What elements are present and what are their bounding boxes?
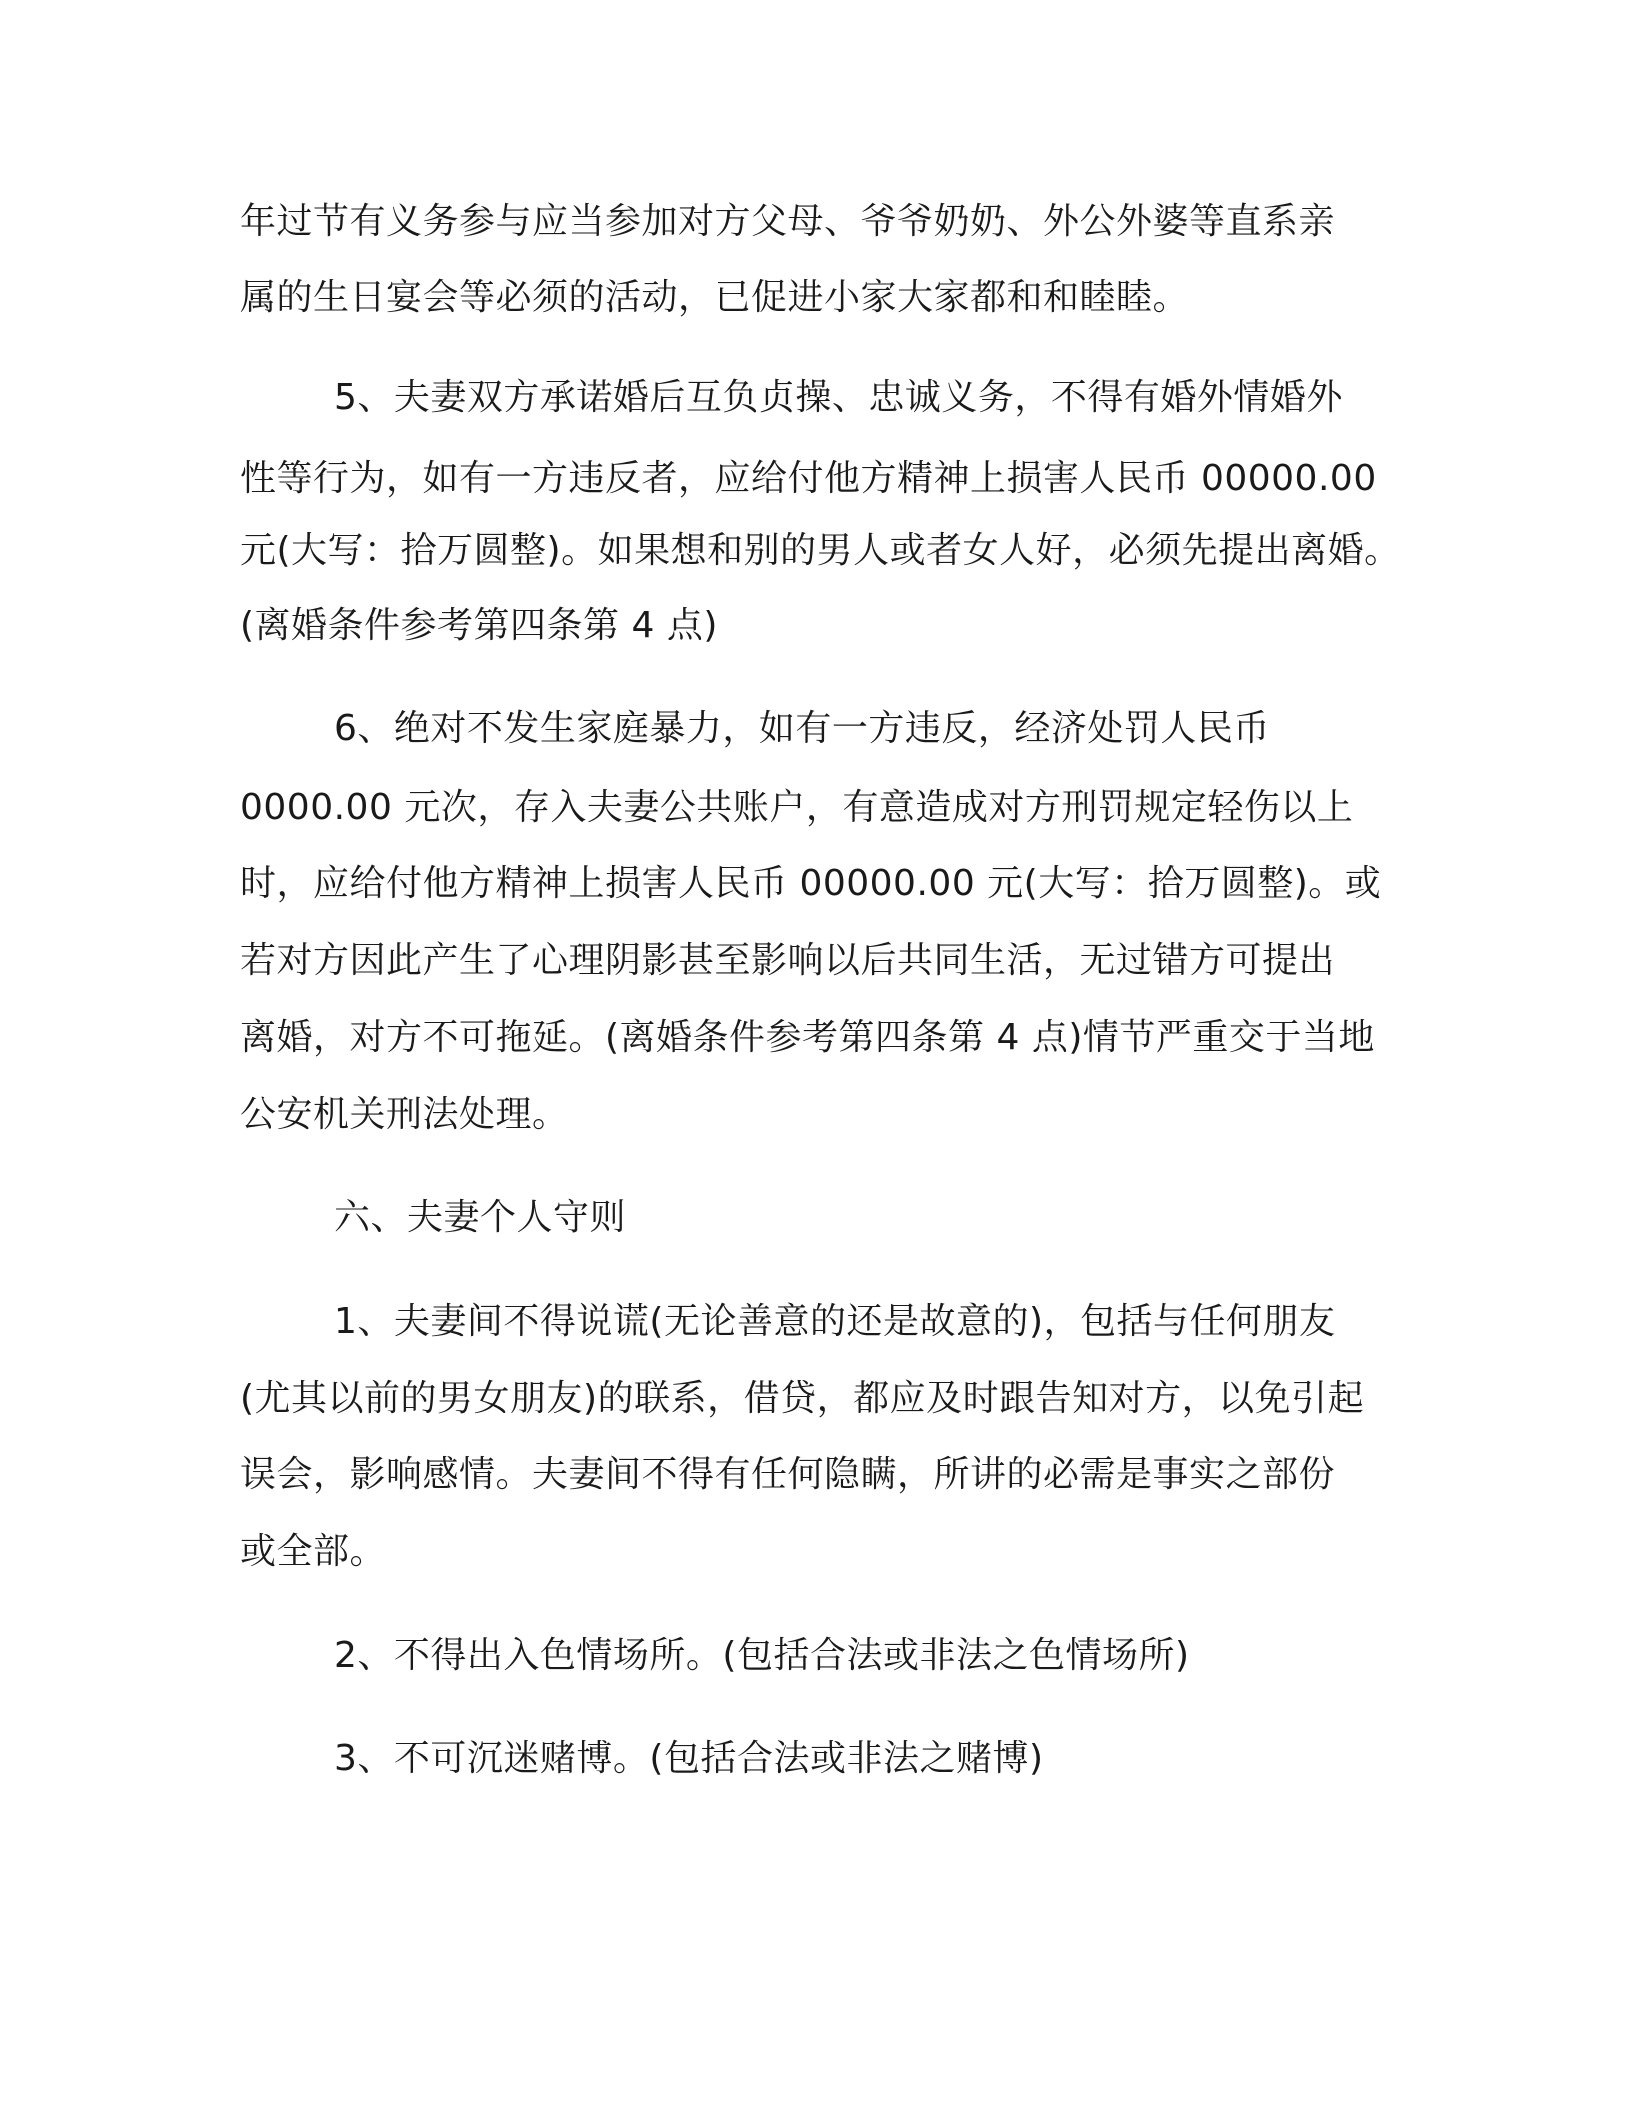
text-line: 元(大写：拾万圆整)。如果想和别的男人或者女人好，必须先提出离婚。 bbox=[240, 530, 1401, 571]
text-line: 离婚，对方不可拖延。(离婚条件参考第四条第 4 点)情节严重交于当地 bbox=[240, 1017, 1375, 1058]
rule-3-line: 3、不可沉迷赌博。(包括合法或非法之赌博) bbox=[334, 1738, 1044, 1779]
clause-5-line: 5、夫妻双方承诺婚后互负贞操、忠诚义务，不得有婚外情婚外 bbox=[334, 377, 1343, 418]
text-line: 性等行为，如有一方违反者，应给付他方精神上损害人民币 00000.00 bbox=[240, 458, 1377, 499]
clause-6-line: 6、绝对不发生家庭暴力，如有一方违反，经济处罚人民币 bbox=[334, 708, 1270, 749]
text-line: (尤其以前的男女朋友)的联系，借贷，都应及时跟告知对方，以免引起 bbox=[240, 1378, 1365, 1419]
text-line: 误会，影响感情。夫妻间不得有任何隐瞒，所讲的必需是事实之部份 bbox=[240, 1454, 1336, 1495]
text-line: 或全部。 bbox=[240, 1531, 387, 1572]
rule-1-line: 1、夫妻间不得说谎(无论善意的还是故意的)，包括与任何朋友 bbox=[334, 1301, 1336, 1342]
text-line: 年过节有义务参与应当参加对方父母、爷爷奶奶、外公外婆等直系亲 bbox=[240, 201, 1336, 242]
rule-2-line: 2、不得出入色情场所。(包括合法或非法之色情场所) bbox=[334, 1635, 1190, 1676]
section-heading: 六、夫妻个人守则 bbox=[334, 1197, 627, 1238]
text-line: 0000.00 元次，存入夫妻公共账户，有意造成对方刑罚规定轻伤以上 bbox=[240, 787, 1354, 828]
text-line: 若对方因此产生了心理阴影甚至影响以后共同生活，无过错方可提出 bbox=[240, 940, 1336, 981]
text-line: (离婚条件参考第四条第 4 点) bbox=[240, 605, 718, 646]
text-line: 属的生日宴会等必须的活动，已促进小家大家都和和睦睦。 bbox=[240, 277, 1190, 318]
text-line: 时，应给付他方精神上损害人民币 00000.00 元(大写：拾万圆整)。或 bbox=[240, 863, 1382, 904]
text-line: 公安机关刑法处理。 bbox=[240, 1094, 569, 1135]
